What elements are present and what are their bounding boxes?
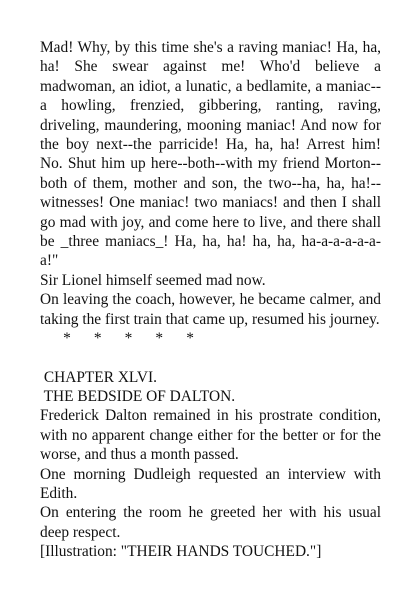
spacer (40, 349, 381, 368)
paragraph: Sir Lionel himself seemed mad now. (40, 271, 266, 289)
chapter-title: THE BEDSIDE OF DALTON. (40, 387, 236, 405)
paragraph: One morning Dudleigh requested an interview with Edith. (40, 465, 381, 502)
chapter-number: CHAPTER XLVI. (40, 368, 158, 386)
book-page (40, 38, 381, 562)
paragraph: On leaving the coach, however, he became calmer, and taking the first train that came up, resumed his journey. (40, 291, 381, 328)
paragraph: On entering the room he greeted her with his usual deep respect. (40, 504, 381, 541)
illustration-caption: [Illustration: "THEIR HANDS TOUCHED."] (40, 543, 322, 561)
section-break: * * * * * (40, 330, 194, 348)
paragraph: Mad! Why, by this time she's a raving maniac! Ha, ha, ha! She swear against me! Who'd believe a madwoman, an idiot, a lunatic, a bedlamite, a maniac--a howling, frenzied, gibbering, ranting, raving, driveling, maundering, mooning maniac! And now for the boy next--the parricide! Ha, ha, ha! Arrest him! No. Shut him up here--both--with my friend Morton--both of them, mother and son, the two--ha, ha, ha!--witnesses! One maniac! two maniacs! and then I shall go mad with joy, and come here to live, and there shall be _three maniacs_! Ha, ha, ha! ha, ha, ha-a-a-a-a-a-a!" (40, 39, 381, 270)
paragraph: Frederick Dalton remained in his prostrate condition, with no apparent change either for the better or for the worse, and thus a month passed. (40, 407, 381, 464)
